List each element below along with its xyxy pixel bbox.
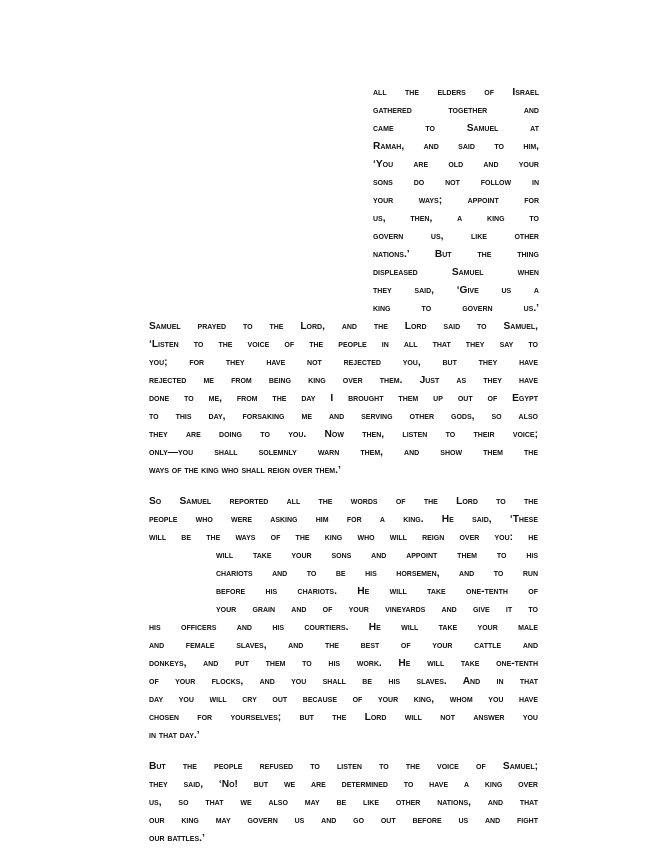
text-line: So Samuel reported all the words of the Lord to the — [149, 496, 538, 507]
text-line: chosen for yourselves; but the Lord will not answer you — [149, 712, 538, 723]
text-line: Samuel prayed to the Lord, and the Lord said to Samuel, — [149, 321, 538, 332]
text-line: you; for they have not rejected you, but they have — [149, 357, 538, 368]
text-line: nations.’ But the thing — [373, 249, 539, 260]
text-line: they said, ‘No! but we are determined to have a king over — [149, 779, 538, 790]
text-line: only—you shall solemnly warn them, and show them the — [149, 447, 538, 458]
text-line: day you will cry out because of your king, whom you have — [149, 694, 538, 705]
text-line: his officers and his courtiers. He will take your male — [149, 622, 538, 633]
text-line: sons do not follow in — [373, 177, 539, 188]
text-line: of your flocks, and you shall be his slaves. And in that — [149, 676, 538, 687]
text-line: rejected me from being king over them. Just as they have — [149, 375, 538, 386]
text-line: people who were asking him for a king. He said, ‘These — [149, 514, 538, 525]
text-line: our battles.’ — [149, 833, 205, 844]
text-line: ways of the king who shall reign over them.’ — [149, 465, 341, 476]
text-line: us, then, a king to — [373, 213, 539, 224]
text-line: your ways; appoint for — [373, 195, 539, 206]
text-line: Ramah, and said to him, — [373, 141, 539, 152]
text-line: govern us, like other — [373, 231, 539, 242]
text-line: they said, ‘Give us a — [373, 285, 539, 296]
text-line: But the people refused to listen to the voice of Samuel; — [149, 761, 538, 772]
text-line: in that day.’ — [149, 730, 200, 741]
text-line: all the elders of Israel — [373, 87, 539, 98]
text-line: ‘You are old and your — [373, 159, 539, 170]
text-line: to this day, forsaking me and serving other gods, so also — [149, 411, 538, 422]
text-line: our king may govern us and go out before us and fight — [149, 815, 538, 826]
text-line: came to Samuel at — [373, 123, 539, 134]
text-line: donkeys, and put them to his work. He will take one-tenth — [149, 658, 538, 669]
text-line: chariots and to be his horsemen, and to run — [216, 568, 538, 579]
text-line: ‘Listen to the voice of the people in all that they say to — [149, 339, 538, 350]
text-line: your grain and of your vineyards and give it to — [216, 604, 538, 615]
text-line: will take your sons and appoint them to his — [216, 550, 538, 561]
text-line: before his chariots. He will take one-tenth of — [216, 586, 538, 597]
text-line: they are doing to you. Now then, listen to their voice; — [149, 429, 538, 440]
text-line: done to me, from the day I brought them up out of Egypt — [149, 393, 538, 404]
text-line: displeased Samuel when — [373, 267, 539, 278]
text-line: will be the ways of the king who will reign over you: he — [149, 532, 538, 543]
text-line: us, so that we also may be like other nations, and that — [149, 797, 538, 808]
text-line: and female slaves, and the best of your cattle and — [149, 640, 538, 651]
text-line: gathered together and — [373, 105, 539, 116]
text-line: king to govern us.’ — [373, 303, 539, 314]
